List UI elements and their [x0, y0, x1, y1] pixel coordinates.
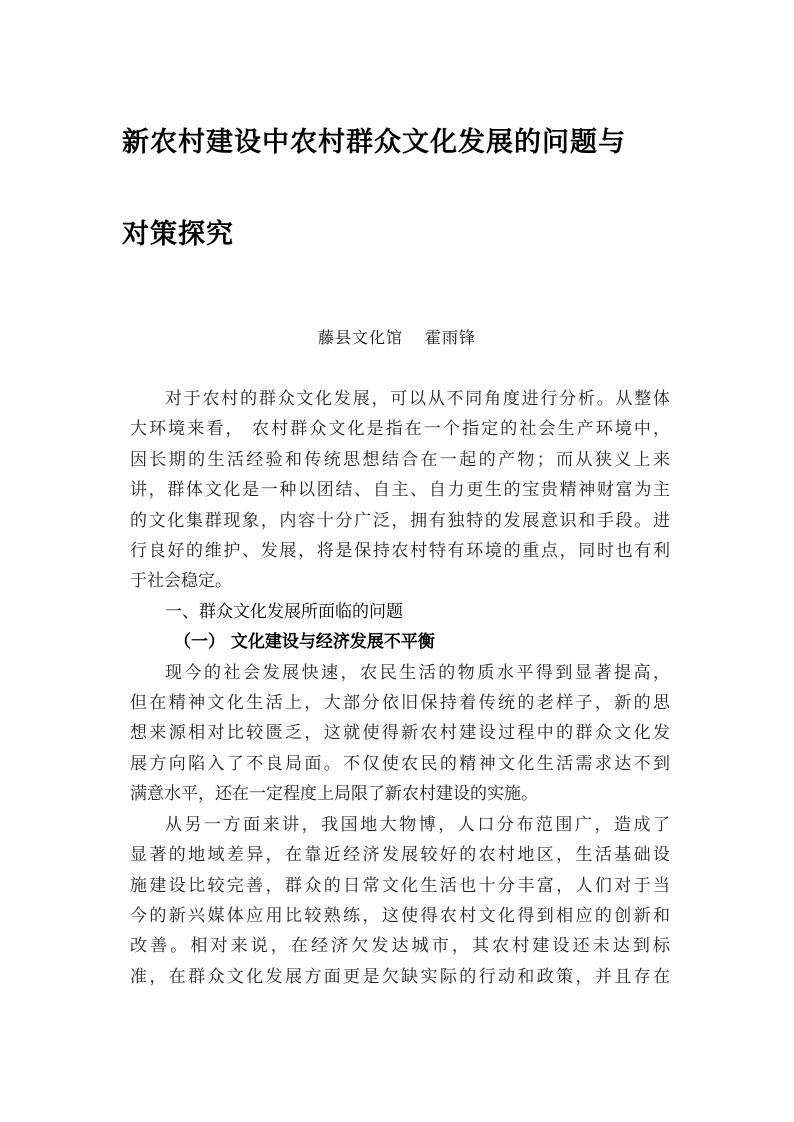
paragraph-line: 想来源相对比较匮乏，这就使得新农村建设过程中的群众文化发	[130, 723, 670, 744]
intro-line: 于社会稳定。	[130, 571, 232, 592]
subsection-heading-1: （一） 文化建设与经济发展不平衡	[174, 632, 435, 653]
paragraph-line: 施建设比较完善，群众的日常文化生活也十分丰富，人们对于当	[130, 875, 670, 896]
intro-line: 的文化集群现象，内容十分广泛，拥有独特的发展意识和手段。进	[130, 510, 670, 531]
intro-line: 行良好的维护、发展，将是保持农村特有环境的重点，同时也有利	[130, 541, 670, 562]
paragraph-line: 满意水平，还在一定程度上局限了新农村建设的实施。	[130, 784, 538, 805]
paragraph-line: 改善。相对来说，在经济欠发达城市，其农村建设还未达到标	[130, 936, 670, 957]
paragraph-line: 准，在群众文化发展方面更是欠缺实际的行动和政策，并且存在	[130, 966, 670, 987]
document-body	[130, 384, 670, 992]
author-line	[0, 325, 794, 348]
paragraph-line: 今的新兴媒体应用比较熟练，这使得农村文化得到相应的创新和	[130, 905, 670, 926]
intro-line: 大环境来看， 农村群众文化是指在一个指定的社会生产环境中，	[130, 419, 670, 440]
paragraph-line: 现今的社会发展快速，农民生活的物质水平得到显著提高，	[165, 662, 670, 683]
document-title-line-2: 对策探究	[122, 219, 234, 250]
section-heading-1: 一、群众文化发展所面临的问题	[165, 601, 403, 622]
intro-line: 对于农村的群众文化发展，可以从不同角度进行分析。从整体	[165, 389, 670, 409]
intro-line: 讲，群体文化是一种以团结、自主、自力更生的宝贵精神财富为主	[130, 480, 670, 501]
paragraph-line: 展方向陷入了不良局面。不仅使农民的精神文化生活需求达不到	[130, 753, 670, 774]
document-title-line-1: 新农村建设中农村群众文化发展的问题与	[122, 127, 626, 158]
author-name: 霍雨锋	[425, 328, 477, 347]
author-organization: 藤县文化馆	[317, 328, 403, 347]
paragraph-line: 但在精神文化生活上，大部分依旧保持着传统的老样子，新的思	[130, 693, 670, 714]
intro-line: 因长期的生活经验和传统思想结合在一起的产物；而从狭义上来	[130, 449, 670, 470]
paragraph-line: 显著的地域差异，在靠近经济发展较好的农村地区，生活基础设	[130, 845, 670, 866]
paragraph-line: 从另一方面来讲，我国地大物博，人口分布范围广，造成了	[165, 814, 670, 835]
